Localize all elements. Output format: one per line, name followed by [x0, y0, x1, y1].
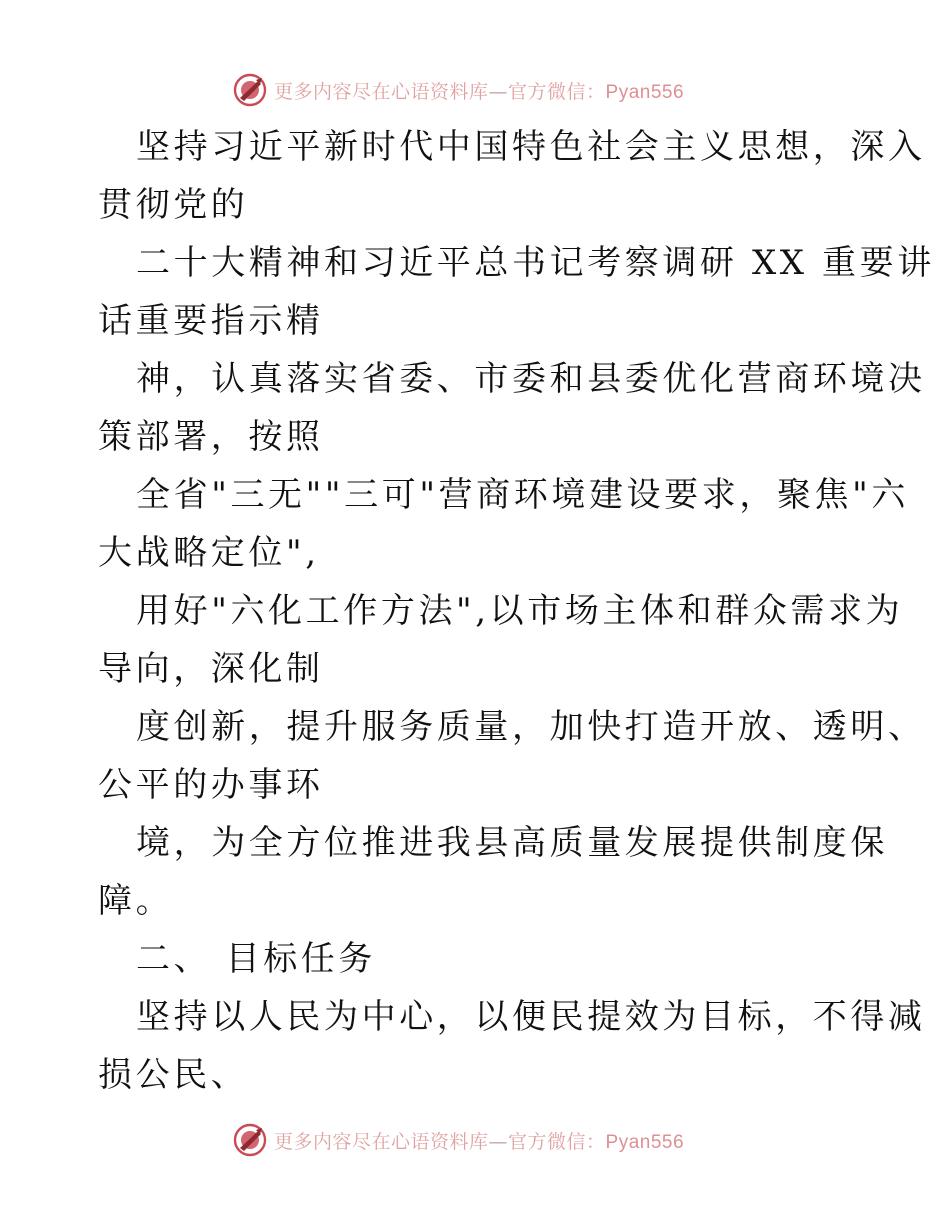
text-line: 损公民、 [98, 1055, 249, 1095]
text-line: 导向，深化制 [98, 649, 324, 689]
section-heading: 二、 目标任务 [136, 939, 377, 979]
footer-watermark [232, 1120, 752, 1160]
text-line: 用好"六化工作方法",以市场主体和群众需求为 [136, 591, 904, 631]
watermark-separator: — [488, 80, 509, 103]
watermark-id: Pyan556 [605, 1131, 685, 1153]
document-body [98, 118, 935, 1104]
watermark-brand: 更多内容尽在心语资料库 [274, 1130, 489, 1153]
watermark-label: 官方微信： [508, 1130, 606, 1153]
seal-logo-icon [232, 72, 268, 108]
text-line: 坚持习近平新时代中国特色社会主义思想，深入 [136, 127, 926, 167]
watermark-label: 官方微信： [508, 80, 606, 103]
text-line: 二十大精神和习近平总书记考察调研 XX 重要讲 [136, 243, 935, 283]
watermark-id: Pyan556 [605, 81, 685, 103]
text-line: 话重要指示精 [98, 301, 324, 341]
text-line: 策部署，按照 [98, 417, 324, 457]
text-line: 神，认真落实省委、市委和县委优化营商环境决 [136, 359, 926, 399]
seal-logo-icon [232, 1122, 268, 1158]
text-line: 公平的办事环 [98, 765, 324, 805]
header-watermark [232, 70, 752, 110]
text-line: 大战略定位", [98, 533, 320, 573]
text-line: 障。 [98, 881, 174, 921]
text-line: 度创新，提升服务质量，加快打造开放、透明、 [136, 707, 926, 747]
text-line: 境，为全方位推进我县高质量发展提供制度保 [136, 823, 888, 863]
text-line: 贯彻党的 [98, 185, 249, 225]
text-line: 坚持以人民为中心，以便民提效为目标，不得减 [136, 997, 926, 1037]
watermark-separator: — [488, 1130, 509, 1153]
watermark-brand: 更多内容尽在心语资料库 [274, 80, 489, 103]
text-line: 全省"三无""三可"营商环境建设要求，聚焦"六 [136, 475, 909, 515]
